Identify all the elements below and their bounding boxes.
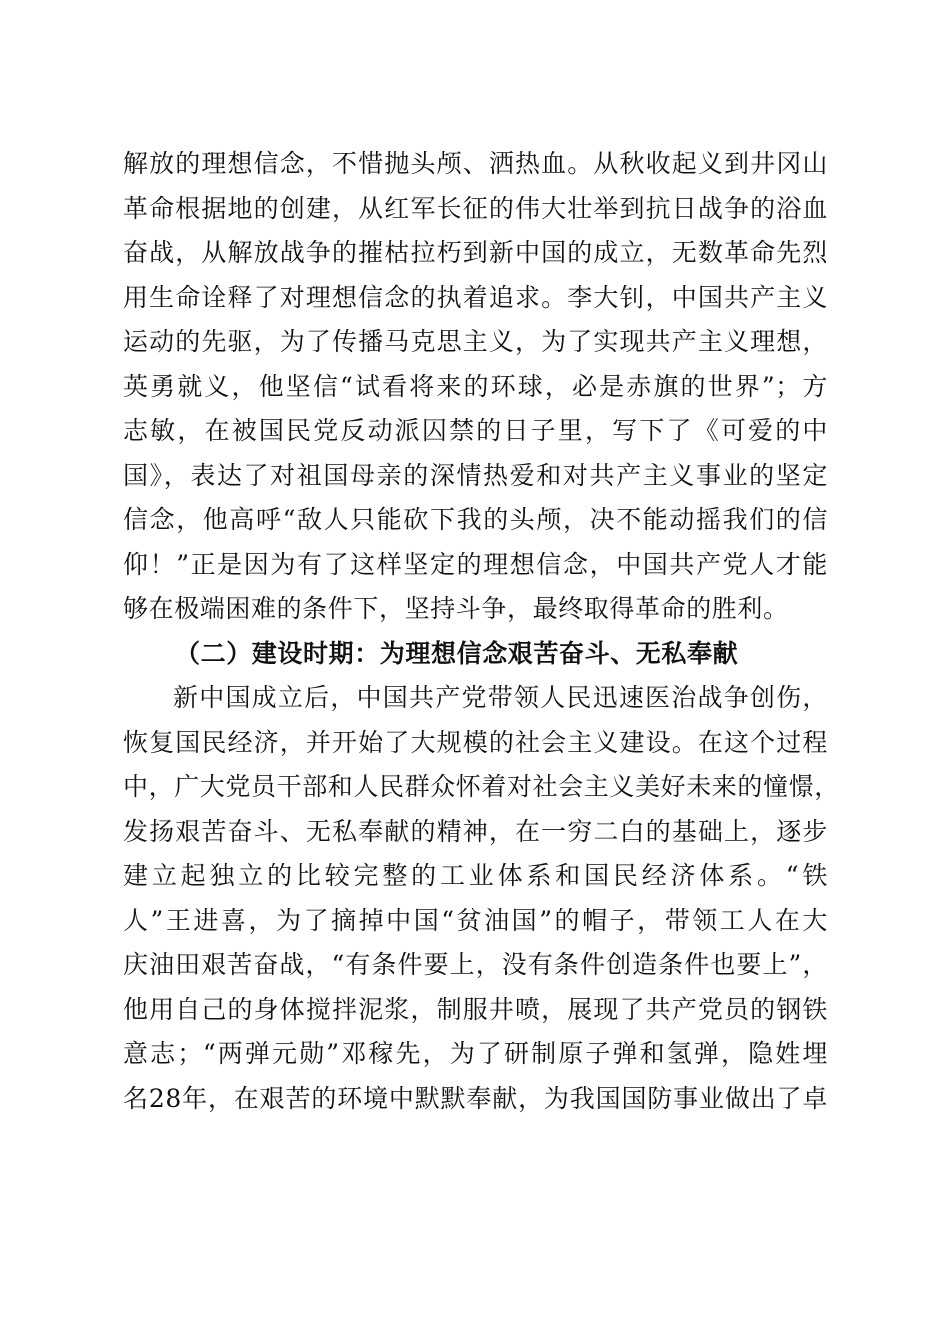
body-line: 名28年，在艰苦的环境中默默奉献，为我国国防事业做出了卓 <box>123 1083 828 1113</box>
body-line: 国》，表达了对祖国母亲的深情热爱和对共产主义事业的坚定 <box>123 460 828 490</box>
body-line: 革命根据地的创建，从红军长征的伟大壮举到抗日战争的浴血 <box>123 193 828 223</box>
body-line: 人”王进喜，为了摘掉中国“贫油国”的帽子，带领工人在大 <box>123 905 828 935</box>
body-line: 新中国成立后，中国共产党带领人民迅速医治战争创伤， <box>173 683 828 712</box>
body-line: 意志；“两弹元勋”邓稼先，为了研制原子弹和氢弹，隐姓埋 <box>123 1039 828 1068</box>
body-line: 发扬艰苦奋斗、无私奉献的精神，在一穷二白的基础上，逐步 <box>123 816 828 846</box>
section-heading: （二）建设时期：为理想信念艰苦奋斗、无私奉献 <box>175 638 739 668</box>
document-body <box>123 142 840 1121</box>
body-line: 志敏，在被国民党反动派囚禁的日子里，写下了《可爱的中 <box>123 416 828 445</box>
body-line: 英勇就义，他坚信“试看将来的环球，必是赤旗的世界”；方 <box>123 371 828 401</box>
body-line: 恢复国民经济，并开始了大规模的社会主义建设。在这个过程 <box>123 727 828 757</box>
body-line: 中，广大党员干部和人民群众怀着对社会主义美好未来的憧憬， <box>123 772 840 801</box>
body-line: 仰！”正是因为有了这样坚定的理想信念，中国共产党人才能 <box>123 549 828 579</box>
body-line: 用生命诠释了对理想信念的执着追求。李大钊，中国共产主义 <box>123 282 828 312</box>
body-line: 他用自己的身体搅拌泥浆，制服井喷，展现了共产党员的钢铁 <box>123 994 828 1024</box>
body-line: 建立起独立的比较完整的工业体系和国民经济体系。“铁 <box>123 861 828 890</box>
body-line: 解放的理想信念，不惜抛头颅、洒热血。从秋收起义到井冈山 <box>123 149 828 178</box>
body-line: 奋战，从解放战争的摧枯拉朽到新中国的成立，无数革命先烈 <box>123 238 828 267</box>
body-line: 庆油田艰苦奋战，“有条件要上，没有条件创造条件也要上”， <box>123 950 828 979</box>
body-line: 运动的先驱，为了传播马克思主义，为了实现共产主义理想， <box>123 327 828 356</box>
body-line: 够在极端困难的条件下，坚持斗争，最终取得革命的胜利。 <box>123 594 789 623</box>
body-line: 信念，他高呼“敌人只能砍下我的头颅，决不能动摇我们的信 <box>123 505 828 534</box>
